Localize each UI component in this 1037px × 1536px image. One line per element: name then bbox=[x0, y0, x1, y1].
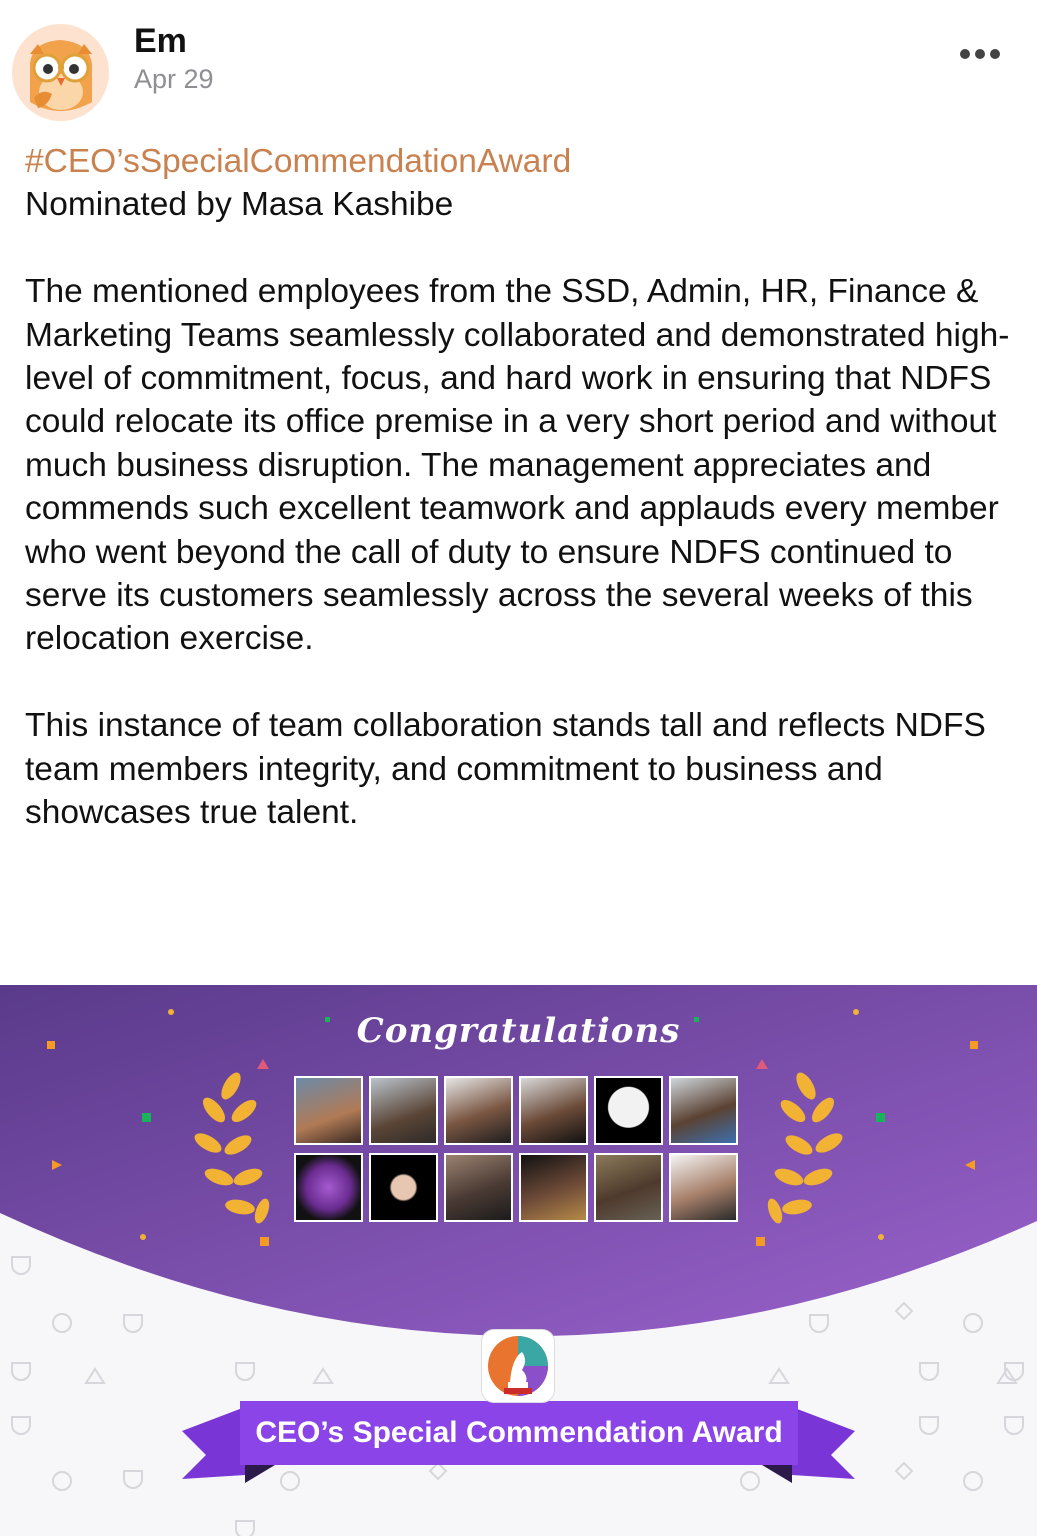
award-banner-image[interactable] bbox=[0, 985, 1037, 1536]
more-options-icon[interactable] bbox=[952, 38, 1008, 72]
post-header bbox=[0, 0, 1037, 130]
employee-photo bbox=[294, 1153, 363, 1222]
employee-photo bbox=[444, 1076, 513, 1145]
employee-photo bbox=[594, 1076, 663, 1145]
employee-photo bbox=[594, 1153, 663, 1222]
nominated-by: Nominated by Masa Kashibe bbox=[25, 186, 454, 224]
post-body bbox=[25, 140, 1025, 834]
owl-icon bbox=[12, 24, 109, 121]
employee-photo bbox=[369, 1076, 438, 1145]
award-logo-icon bbox=[482, 1330, 554, 1402]
employee-photo bbox=[294, 1076, 363, 1145]
congratulations-heading: Congratulations bbox=[356, 1011, 681, 1051]
post-paragraph-1: The mentioned employees from the SSD, Admin, HR, Finance & Marketing Teams seamlessly collaborated and demonstrated high-level of commitment, focus, and hard work in ensuring that NDFS could relocate its office premise in a very short period and without much business disruption. The management appreciates and commends such excellent teamwork and applauds every member who went beyond the call of duty to ensure NDFS continued to serve its customers seamlessly across the several weeks of this relocation exercise. bbox=[25, 273, 1010, 658]
ribbon-tail-right bbox=[792, 1407, 855, 1479]
employee-photo bbox=[444, 1153, 513, 1222]
employee-photo bbox=[519, 1153, 588, 1222]
employee-photo-grid bbox=[294, 1076, 744, 1228]
employee-photo bbox=[369, 1153, 438, 1222]
avatar[interactable] bbox=[12, 24, 109, 121]
hashtag-link[interactable]: #CEO’sSpecialCommendationAward bbox=[25, 143, 572, 180]
post-date: Apr 29 bbox=[134, 64, 214, 94]
author-name[interactable]: Em bbox=[134, 22, 187, 60]
post-paragraph-2: This instance of team collaboration stands tall and reflects NDFS team members integrity, and commitment to business and showcases true talent. bbox=[25, 707, 986, 832]
ribbon-tail-left bbox=[182, 1407, 245, 1479]
employee-photo bbox=[519, 1076, 588, 1145]
employee-photo bbox=[669, 1153, 738, 1222]
award-title: CEO’s Special Commendation Award bbox=[255, 1416, 783, 1449]
employee-photo bbox=[669, 1076, 738, 1145]
